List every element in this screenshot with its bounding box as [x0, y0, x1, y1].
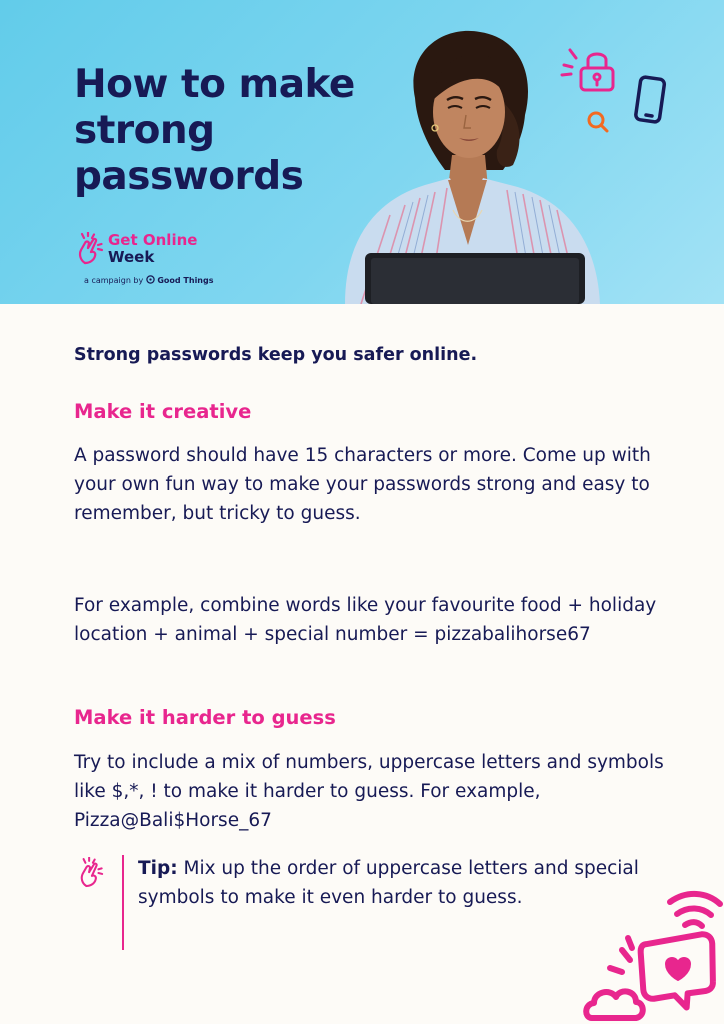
good-things-icon	[146, 275, 155, 284]
cloud-icon	[586, 991, 643, 1018]
tip-divider	[122, 855, 124, 950]
wifi-icon	[670, 894, 720, 926]
hero-icons	[550, 40, 680, 140]
logo-wordmark	[108, 232, 228, 266]
decorative-icons	[582, 880, 724, 1024]
page-title: How to make strong passwords	[74, 62, 355, 199]
crossed-fingers-icon	[76, 232, 104, 266]
tip-body: Mix up the order of uppercase letters and special symbols to make it even harder to guess.	[138, 858, 639, 908]
heart-message-icon	[640, 934, 717, 1011]
get-online-week-logo	[76, 228, 276, 288]
logo-name-line1: Get Online	[108, 231, 198, 249]
padlock-icon	[562, 50, 613, 90]
logo-name-line2: Week	[108, 248, 155, 266]
lead-text: Strong passwords keep you safer online.	[74, 345, 478, 365]
hero-banner	[0, 0, 724, 304]
phone-icon	[635, 77, 665, 123]
section-paragraph: Try to include a mix of numbers, uppercase letters and symbols like $,*, ! to make it harder to guess. For example, Pizza@Bali$Horse_67	[74, 752, 664, 831]
section-heading-harder: Make it harder to guess	[74, 706, 336, 729]
logo-tagline-prefix: a campaign by	[84, 276, 144, 285]
tip-label: Tip:	[138, 858, 178, 879]
tip-callout	[74, 855, 654, 955]
crossed-fingers-icon	[78, 857, 104, 889]
section-paragraph: A password should have 15 characters or more. Come up with your own fun way to make your passwords strong and easy to remember, but tricky to guess.	[74, 445, 651, 524]
section-paragraph: For example, combine words like your favourite food + holiday location + animal + special number = pizzabalihorse67	[74, 595, 657, 645]
magnifier-icon	[589, 113, 607, 131]
logo-tagline-org: Good Things	[157, 276, 214, 285]
tip-text	[138, 854, 658, 912]
section-heading-creative: Make it creative	[74, 400, 252, 423]
logo-tagline	[84, 275, 214, 285]
